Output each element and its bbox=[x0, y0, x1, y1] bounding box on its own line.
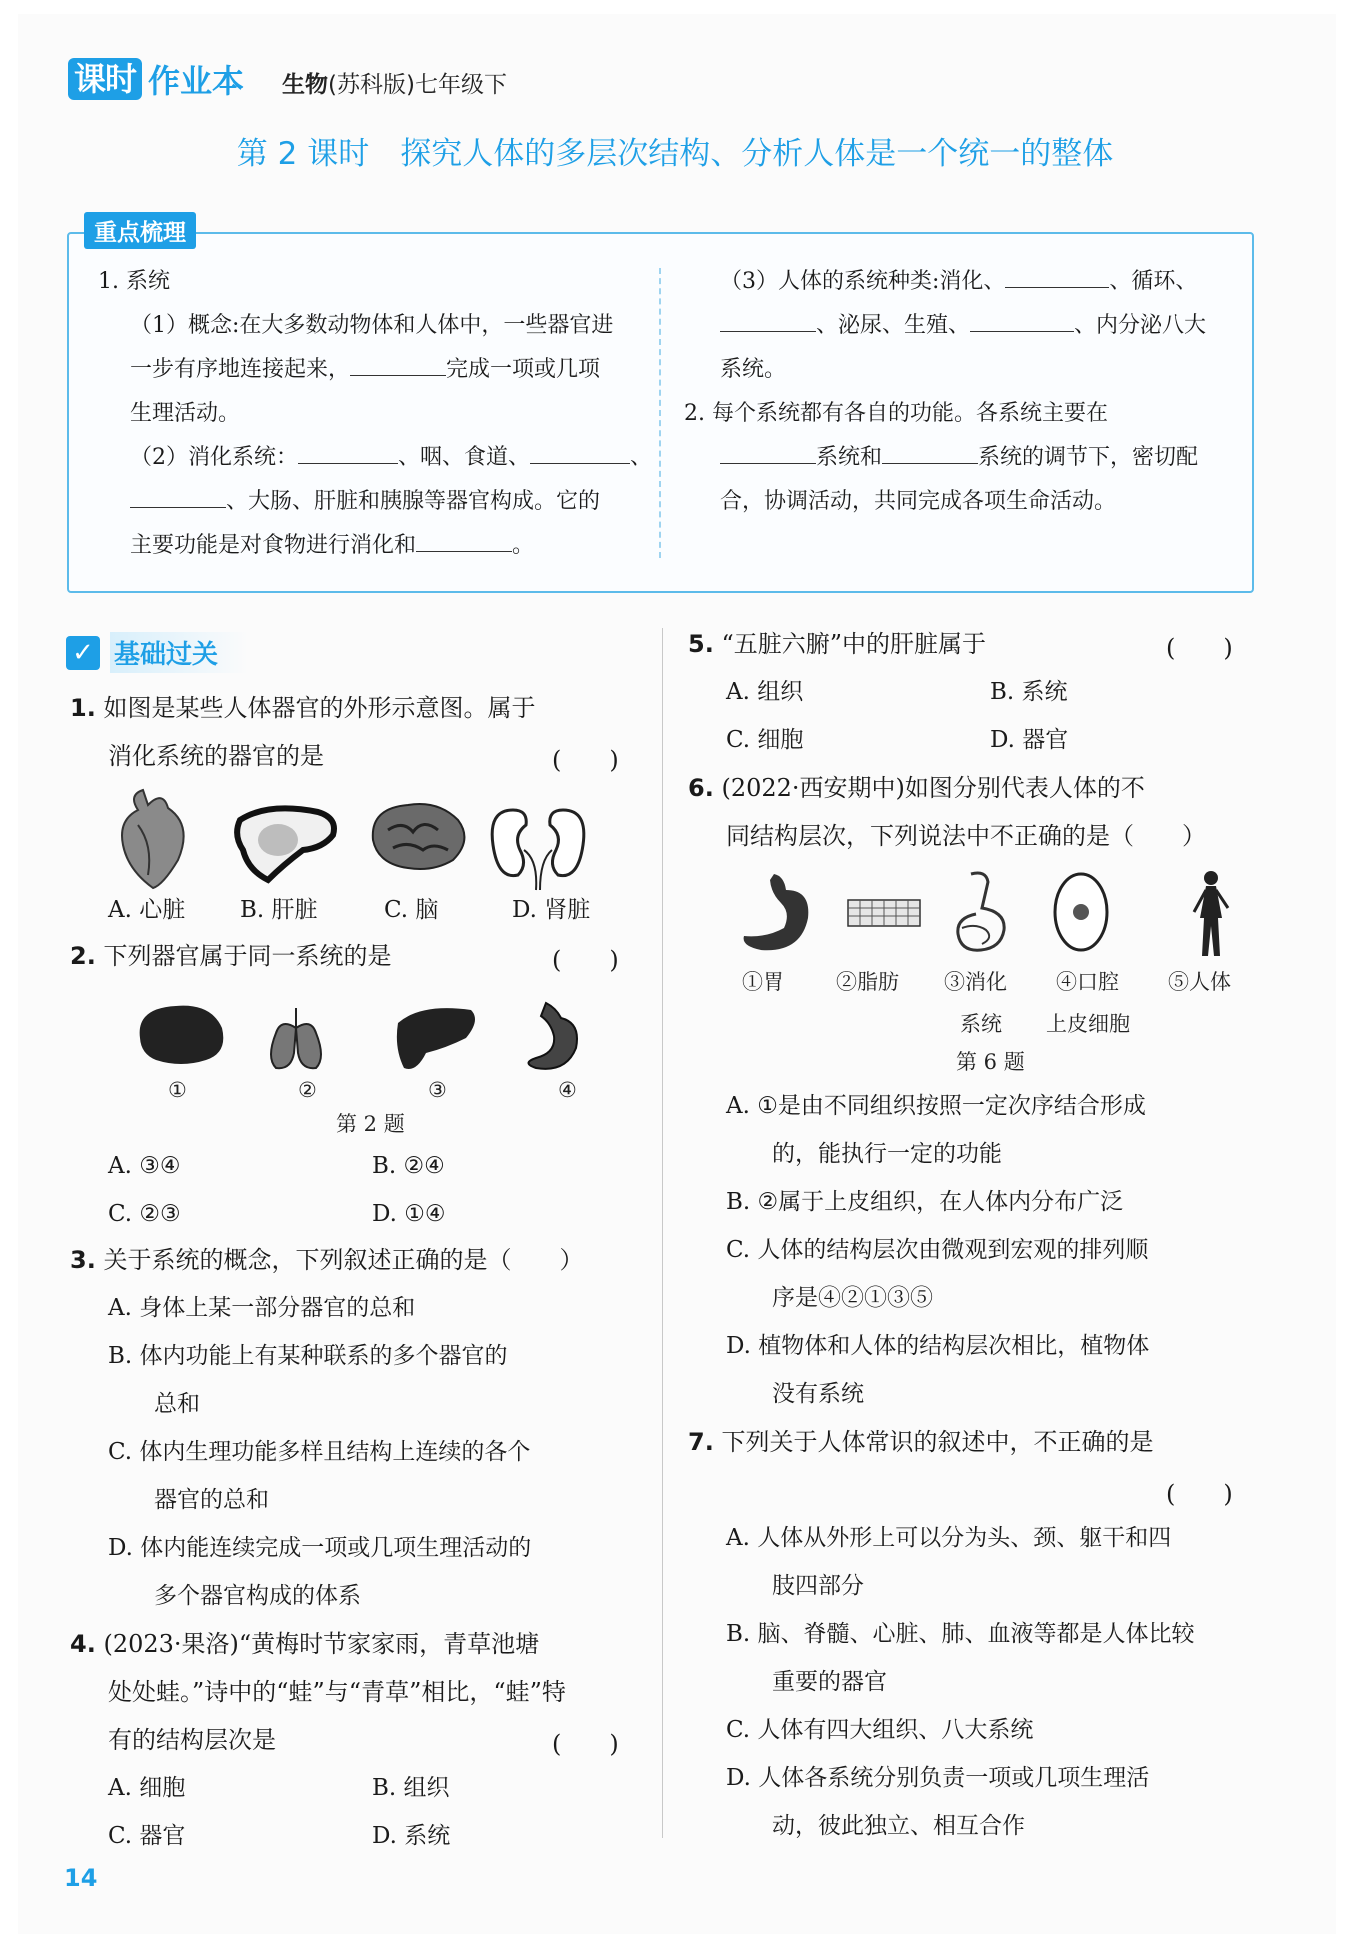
q6-structure-figure bbox=[736, 868, 1256, 968]
q2-option-c[interactable]: C. ②③ bbox=[108, 1201, 181, 1227]
blank[interactable] bbox=[416, 527, 512, 552]
answer-paren-q1[interactable]: ( ) bbox=[552, 746, 619, 774]
blank[interactable] bbox=[130, 483, 226, 508]
kp-left-line-5: （2）消化系统： 、咽、食道、 、 bbox=[130, 436, 652, 480]
liver-icon bbox=[237, 808, 334, 880]
blank[interactable] bbox=[970, 307, 1074, 332]
q6-option-a-cont: 的，能执行一定的功能 bbox=[772, 1141, 1002, 1167]
logo-text: 作业本 bbox=[148, 62, 245, 100]
kp-right-line-3: 系统。 bbox=[720, 357, 787, 382]
q5-option-c[interactable]: C. 细胞 bbox=[726, 727, 804, 753]
kp-left-line-3: 一步有序地连接起来， 完成一项或几项 bbox=[130, 348, 600, 392]
key-points-divider bbox=[659, 268, 661, 558]
q1-label-c: C. 脑 bbox=[384, 897, 439, 923]
section-title: 基础过关 bbox=[110, 632, 248, 673]
q3-option-c[interactable]: C. 体内生理功能多样且结构上连续的各个 bbox=[108, 1439, 531, 1465]
q7-option-b[interactable]: B. 脑、脊髓、心脏、肺、血液等都是人体比较 bbox=[726, 1621, 1195, 1647]
lesson-title: 第 2 课时 探究人体的多层次结构、分析人体是一个统一的整体 bbox=[236, 136, 1114, 172]
q5-option-a[interactable]: A. 组织 bbox=[726, 679, 804, 705]
q4-option-b[interactable]: B. 组织 bbox=[372, 1775, 450, 1801]
q2-option-a[interactable]: A. ③④ bbox=[108, 1153, 181, 1179]
q6-label-1: ①胃 bbox=[742, 970, 784, 994]
q6-caption: 第 6 题 bbox=[956, 1050, 1025, 1074]
subject-label bbox=[282, 66, 507, 99]
digestive-system-icon bbox=[958, 873, 1004, 950]
q6-option-c-cont: 序是④②①③⑤ bbox=[772, 1285, 933, 1311]
epithelial-cell-icon bbox=[1055, 874, 1107, 950]
question-1-line2: 消化系统的器官的是 bbox=[108, 742, 324, 770]
question-6-line2: 同结构层次，下列说法中不正确的是（ ） bbox=[726, 822, 1206, 850]
kp-right-line-1: （3）人体的系统种类:消化、 、循环、 bbox=[720, 260, 1197, 304]
q6-option-b[interactable]: B. ②属于上皮组织，在人体内分布广泛 bbox=[726, 1189, 1124, 1215]
q5-option-d[interactable]: D. 器官 bbox=[990, 727, 1069, 753]
q1-label-d: D. 肾脏 bbox=[512, 897, 591, 923]
q7-option-a-cont: 肢四部分 bbox=[772, 1573, 864, 1599]
kp-left-line-7: 主要功能是对食物进行消化和 。 bbox=[130, 524, 534, 568]
question-2: 2. 下列器官属于同一系统的是 bbox=[70, 942, 392, 970]
q6-label-3-cont: 系统 bbox=[960, 1012, 1002, 1036]
q6-option-d-cont: 没有系统 bbox=[772, 1381, 864, 1407]
section-header bbox=[66, 632, 248, 673]
fat-tissue-icon bbox=[848, 900, 920, 926]
q2-num-1: ① bbox=[168, 1078, 187, 1102]
subject-edition: (苏科版)七年级下 bbox=[328, 72, 507, 98]
brain-icon bbox=[140, 1006, 224, 1064]
kp-left-line-6: 、大肠、肝脏和胰腺等器官构成。它的 bbox=[130, 480, 600, 524]
q7-option-b-cont: 重要的器官 bbox=[772, 1669, 887, 1695]
page-number: 14 bbox=[64, 1864, 98, 1892]
q1-label-a: A. 心脏 bbox=[108, 897, 186, 923]
q6-option-d[interactable]: D. 植物体和人体的结构层次相比，植物体 bbox=[726, 1333, 1150, 1359]
human-body-icon bbox=[1194, 871, 1228, 956]
kp-right-line-6: 合，协调活动，共同完成各项生命活动。 bbox=[720, 489, 1117, 514]
subject-main: 生物 bbox=[282, 72, 328, 98]
q5-option-b[interactable]: B. 系统 bbox=[990, 679, 1068, 705]
question-4-line3: 有的结构层次是 bbox=[108, 1726, 276, 1754]
q1-label-b: B. 肝脏 bbox=[240, 897, 318, 923]
brain-icon bbox=[373, 804, 465, 869]
q4-option-a[interactable]: A. 细胞 bbox=[108, 1775, 186, 1801]
lungs-icon bbox=[271, 1008, 321, 1068]
q7-option-d-cont: 动，彼此独立、相互合作 bbox=[772, 1813, 1025, 1839]
answer-paren-q4[interactable]: ( ) bbox=[552, 1730, 619, 1758]
heart-icon bbox=[122, 790, 184, 888]
kp-left-line-4: 生理活动。 bbox=[130, 401, 241, 426]
kidney-icon bbox=[492, 810, 584, 890]
book-logo bbox=[68, 58, 244, 100]
question-3: 3. 关于系统的概念，下列叙述正确的是（ ） bbox=[70, 1246, 584, 1274]
blank[interactable] bbox=[882, 439, 978, 464]
q7-option-c[interactable]: C. 人体有四大组织、八大系统 bbox=[726, 1717, 1034, 1743]
blank[interactable] bbox=[298, 439, 398, 464]
q7-option-a[interactable]: A. 人体从外形上可以分为头、颈、躯干和四 bbox=[726, 1525, 1172, 1551]
kp-right-line-4: 2. 每个系统都有各自的功能。各系统主要在 bbox=[684, 401, 1108, 426]
q6-label-4-cont: 上皮细胞 bbox=[1046, 1012, 1130, 1036]
q4-option-c[interactable]: C. 器官 bbox=[108, 1823, 186, 1849]
question-5: 5. “五脏六腑”中的肝脏属于 bbox=[688, 630, 987, 658]
liver-icon bbox=[397, 1008, 475, 1069]
q6-label-4: ④口腔 bbox=[1056, 970, 1119, 994]
q3-option-d-cont: 多个器官构成的体系 bbox=[154, 1583, 361, 1609]
q2-organ-figure bbox=[136, 998, 616, 1078]
q1-organ-figure bbox=[108, 790, 638, 890]
blank[interactable] bbox=[720, 439, 816, 464]
q6-label-2: ②脂肪 bbox=[836, 970, 899, 994]
kp-right-line-2: 、泌尿、生殖、 、内分泌八大 bbox=[720, 304, 1206, 348]
q7-option-d[interactable]: D. 人体各系统分别负责一项或几项生理活 bbox=[726, 1765, 1150, 1791]
q3-option-b[interactable]: B. 体内功能上有某种联系的多个器官的 bbox=[108, 1343, 508, 1369]
check-icon: ✓ bbox=[66, 636, 100, 670]
q3-option-c-cont: 器官的总和 bbox=[154, 1487, 269, 1513]
answer-paren-q5[interactable]: ( ) bbox=[1166, 634, 1233, 662]
q2-caption: 第 2 题 bbox=[336, 1112, 405, 1136]
q2-option-d[interactable]: D. ①④ bbox=[372, 1201, 446, 1227]
column-divider bbox=[662, 628, 663, 1838]
blank[interactable] bbox=[1005, 263, 1109, 288]
question-1-line1: 1. 如图是某些人体器官的外形示意图。属于 bbox=[70, 694, 536, 722]
q6-label-5: ⑤人体 bbox=[1168, 970, 1231, 994]
q2-option-b[interactable]: B. ②④ bbox=[372, 1153, 445, 1179]
q4-option-d[interactable]: D. 系统 bbox=[372, 1823, 451, 1849]
q3-option-b-cont: 总和 bbox=[154, 1391, 200, 1417]
stomach-icon bbox=[744, 874, 809, 950]
q3-option-a[interactable]: A. 身体上某一部分器官的总和 bbox=[108, 1295, 416, 1321]
question-6-line1: 6. (2022·西安期中)如图分别代表人体的不 bbox=[688, 774, 1145, 802]
blank[interactable] bbox=[720, 307, 816, 332]
answer-paren-q2[interactable]: ( ) bbox=[552, 946, 619, 974]
q2-num-3: ③ bbox=[428, 1078, 447, 1102]
q2-num-2: ② bbox=[298, 1078, 317, 1102]
question-7: 7. 下列关于人体常识的叙述中，不正确的是 bbox=[688, 1428, 1154, 1456]
blank[interactable] bbox=[350, 351, 446, 376]
blank[interactable] bbox=[530, 439, 630, 464]
stomach-icon bbox=[529, 1003, 578, 1069]
kp-left-line-1: 1. 系统 bbox=[98, 269, 170, 294]
question-4-line1: 4. (2023·果洛)“黄梅时节家家雨，青草池塘 bbox=[70, 1630, 540, 1658]
q2-num-4: ④ bbox=[558, 1078, 577, 1102]
key-points-tag: 重点梳理 bbox=[84, 212, 196, 249]
kp-left-line-2: （1）概念:在大多数动物体和人体中，一些器官进 bbox=[130, 313, 614, 338]
q6-option-a[interactable]: A. ①是由不同组织按照一定次序结合形成 bbox=[726, 1093, 1146, 1119]
logo-badge: 课时 bbox=[68, 58, 142, 100]
answer-paren-q7[interactable]: ( ) bbox=[1166, 1480, 1233, 1508]
q6-option-c[interactable]: C. 人体的结构层次由微观到宏观的排列顺 bbox=[726, 1237, 1149, 1263]
q3-option-d[interactable]: D. 体内能连续完成一项或几项生理活动的 bbox=[108, 1535, 532, 1561]
q6-label-3: ③消化 bbox=[944, 970, 1007, 994]
kp-right-line-5: 系统和 系统的调节下，密切配 bbox=[720, 436, 1198, 480]
question-4-line2: 处处蛙。”诗中的“蛙”与“青草”相比，“蛙”特 bbox=[108, 1678, 566, 1706]
